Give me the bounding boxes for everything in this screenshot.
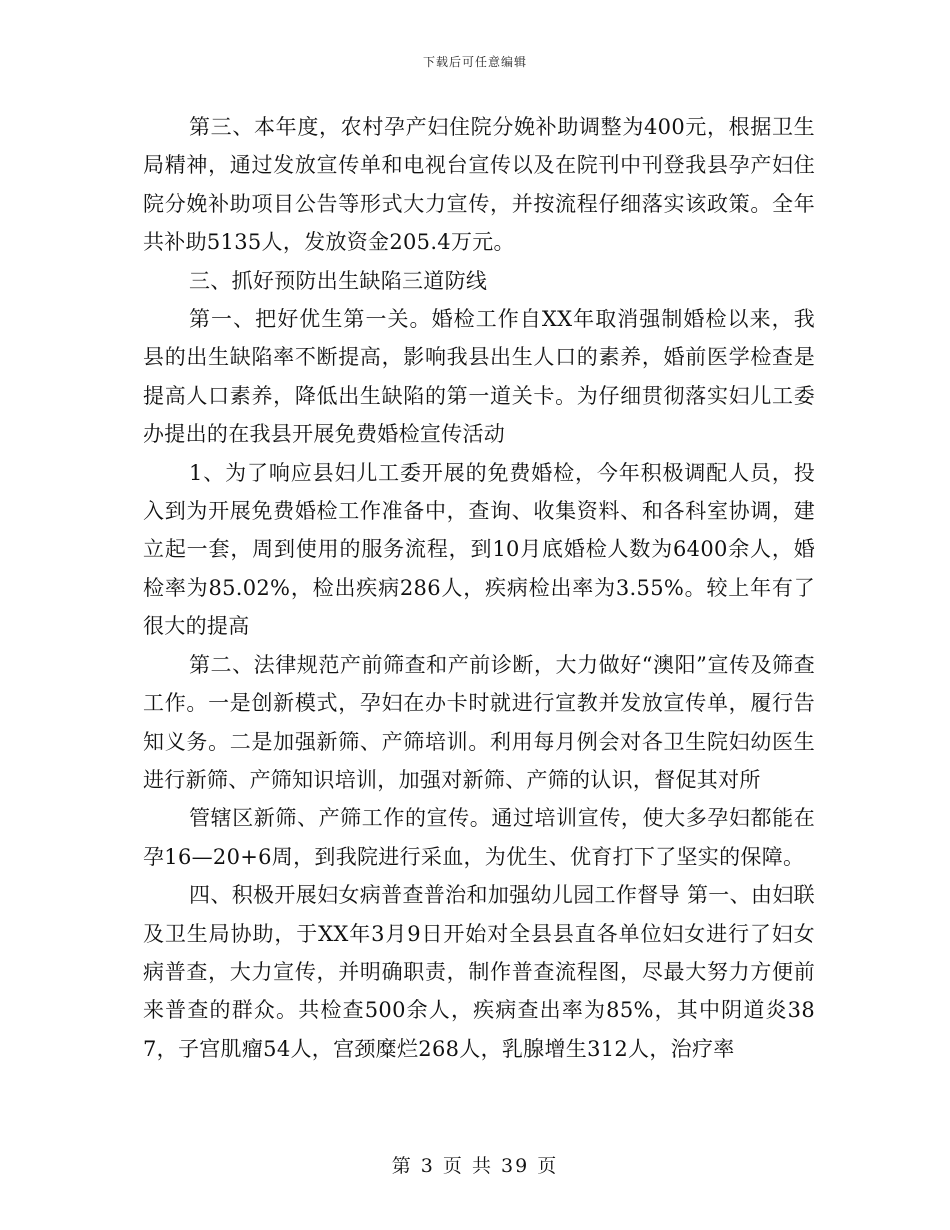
paragraph-screening-publicity: 管辖区新筛、产筛工作的宣传。通过培训宣传，使大多孕妇都能在孕16—20+6周，到我院进行采血，为优生、优育打下了坚实的保障。 [143,806,815,869]
paragraph-free-check: 1、为了响应县妇儿工委开展的免费婚检，今年积极调配人员，投入到为开展免费婚检工作准备中，查询、收集资料、和各科室协调，建立起一套，周到使用的服务流程，到10月底婚检人数为6400余人，婚检率为85.02%，检出疾病286人，疾病检出率为3.55%。较上年有了很大的提高 [143,460,815,639]
paragraph-premarital-check: 第一、把好优生第一关。婚检工作自XX年取消强制婚检以来，我县的出生缺陷率不断提高，影响我县出生人口的素养，婚前医学检查是提高人口素养，降低出生缺陷的第一道关卡。为仔细贯彻落实妇儿工委办提出的在我县开展免费婚检宣传活动 [143,307,815,447]
document-body [143,108,815,1068]
page-header: 下载后可任意编辑 [422,55,527,69]
heading-birth-defects: 三、抓好预防出生缺陷三道防线 [189,268,488,293]
paragraph-prenatal-screening: 第二、法律规范产前筛查和产前诊断，大力做好“澳阳”宣传及筛查工作。一是创新模式，孕妇在办卡时就进行宣教并发放宣传单，履行告知义务。二是加强新筛、产筛培训。利用每月例会对各卫生院妇幼医生进行新筛、产筛知识培训，加强对新筛、产筛的认识，督促其对所 [143,652,815,792]
page-number-footer: 第 3 页 共 39 页 [391,1155,559,1177]
paragraph-subsidy: 第三、本年度，农村孕产妇住院分娩补助调整为400元，根据卫生局精神，通过发放宣传单和电视台宣传以及在院刊中刊登我县孕产妇住院分娩补助项目公告等形式大力宣传，并按流程仔细落实该政策。全年共补助5135人，发放资金205.4万元。 [143,115,815,255]
paragraph-women-disease-survey: 四、积极开展妇女病普查普治和加强幼儿园工作督导 第一、由妇联及卫生局协助，于XX年3月9日开始对全县县直各单位妇女进行了妇女病普查，大力宣传，并明确职责，制作普查流程图，尽最大努力方便前来普查的群众。共检查500余人，疾病查出率为85%，其中阴道炎387，子宫肌瘤54人，宫颈糜烂268人，乳腺增生312人，治疗率 [143,883,815,1061]
